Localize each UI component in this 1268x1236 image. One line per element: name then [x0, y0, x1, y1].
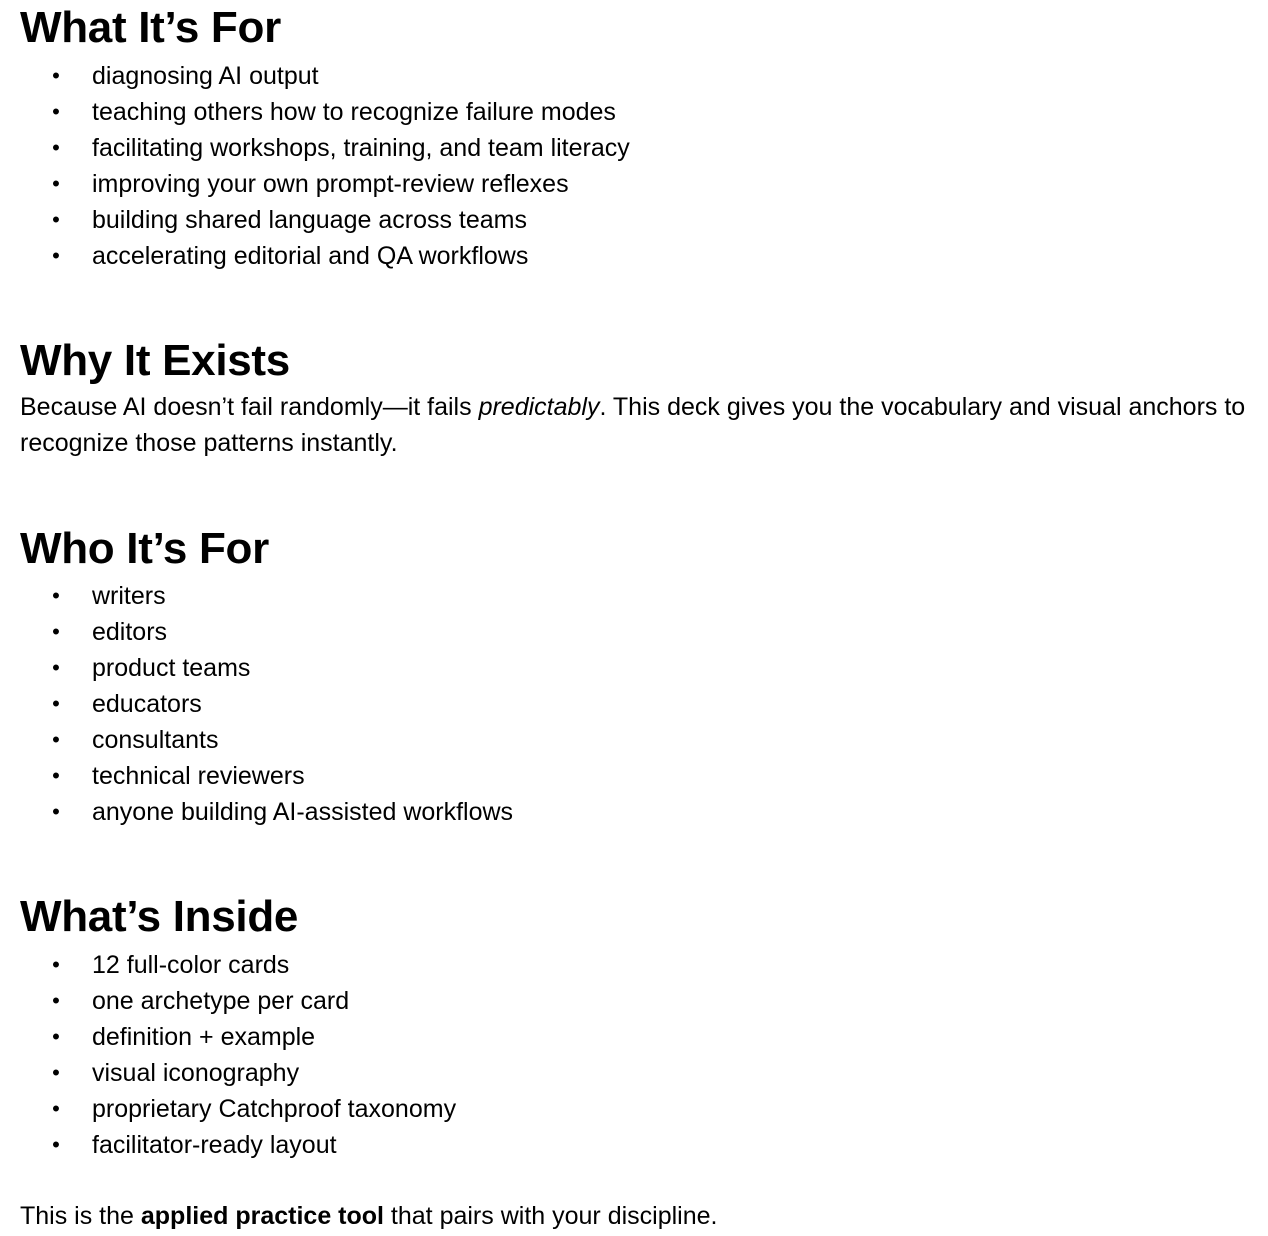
list-item-text: product teams — [92, 654, 251, 682]
list-who-its-for — [20, 578, 1248, 830]
paragraph-emphasis: predictably — [478, 393, 600, 421]
bullet-icon: • — [52, 135, 60, 160]
list-item — [20, 238, 1248, 274]
bullet-icon: • — [52, 619, 60, 644]
list-item-text: building shared language across teams — [92, 206, 527, 234]
section-what-its-for — [20, 0, 1248, 274]
list-item — [20, 1019, 1248, 1055]
list-item — [20, 578, 1248, 614]
list-item-text: definition + example — [92, 1023, 316, 1051]
bullet-icon: • — [52, 727, 60, 752]
bullet-icon: • — [52, 988, 60, 1013]
list-item-text: facilitator-ready layout — [92, 1131, 337, 1159]
list-item — [20, 722, 1248, 758]
list-item — [20, 614, 1248, 650]
bullet-icon: • — [52, 63, 60, 88]
list-item-text: diagnosing AI output — [92, 62, 319, 90]
list-item-text: proprietary Catchproof taxonomy — [92, 1095, 457, 1123]
list-item — [20, 1055, 1248, 1091]
list-item-text: visual iconography — [92, 1059, 300, 1087]
list-item — [20, 1127, 1248, 1163]
heading-whats-inside: What’s Inside — [20, 892, 299, 941]
bullet-icon: • — [52, 243, 60, 268]
section-why-it-exists — [20, 333, 1248, 461]
list-item — [20, 94, 1248, 130]
heading-why-it-exists: Why It Exists — [20, 336, 290, 385]
bullet-icon: • — [52, 99, 60, 124]
bullet-icon: • — [52, 583, 60, 608]
list-item — [20, 650, 1248, 686]
bullet-icon: • — [52, 207, 60, 232]
section-who-its-for — [20, 521, 1248, 830]
section-closing — [20, 1198, 1248, 1234]
list-item-text: facilitating workshops, training, and team literacy — [92, 134, 630, 162]
bullet-icon: • — [52, 1060, 60, 1085]
list-item — [20, 1091, 1248, 1127]
list-item — [20, 758, 1248, 794]
list-item-text: 12 full-color cards — [92, 951, 290, 979]
paragraph-why-it-exists — [20, 389, 1248, 461]
list-item-text: technical reviewers — [92, 762, 305, 790]
list-what-its-for — [20, 58, 1248, 274]
list-item-text: one archetype per card — [92, 987, 350, 1015]
list-item — [20, 947, 1248, 983]
list-item — [20, 202, 1248, 238]
list-item-text: anyone building AI-assisted workflows — [92, 798, 514, 826]
bullet-icon: • — [52, 763, 60, 788]
closing-text: that pairs with your discipline. — [383, 1202, 718, 1230]
bullet-icon: • — [52, 1132, 60, 1157]
list-item — [20, 686, 1248, 722]
bullet-icon: • — [52, 1096, 60, 1121]
bullet-icon: • — [52, 799, 60, 824]
list-item-text: teaching others how to recognize failure modes — [92, 98, 616, 126]
list-item-text: writers — [92, 582, 166, 610]
list-whats-inside — [20, 947, 1248, 1163]
list-item-text: editors — [92, 618, 168, 646]
list-item-text: improving your own prompt-review reflexes — [92, 170, 569, 198]
closing-text: This is the — [20, 1202, 141, 1230]
bullet-icon: • — [52, 1024, 60, 1049]
list-item — [20, 794, 1248, 830]
list-item — [20, 166, 1248, 202]
closing-paragraph — [20, 1198, 1248, 1234]
bullet-icon: • — [52, 691, 60, 716]
bullet-icon: • — [52, 171, 60, 196]
list-item — [20, 130, 1248, 166]
bullet-icon: • — [52, 952, 60, 977]
list-item-text: accelerating editorial and QA workflows — [92, 242, 529, 270]
bullet-icon: • — [52, 655, 60, 680]
paragraph-text: . This deck gives you the vocabulary and visual anchors to recognize those patterns instantly. — [20, 393, 1246, 457]
list-item-text: educators — [92, 690, 202, 718]
list-item — [20, 983, 1248, 1019]
section-whats-inside — [20, 889, 1248, 1163]
heading-what-its-for: What It’s For — [20, 3, 281, 52]
heading-who-its-for: Who It’s For — [20, 524, 269, 573]
list-item — [20, 58, 1248, 94]
closing-bold-text: applied practice tool — [140, 1202, 384, 1230]
paragraph-text: Because AI doesn’t fail randomly—it fails — [20, 393, 479, 421]
list-item-text: consultants — [92, 726, 219, 754]
